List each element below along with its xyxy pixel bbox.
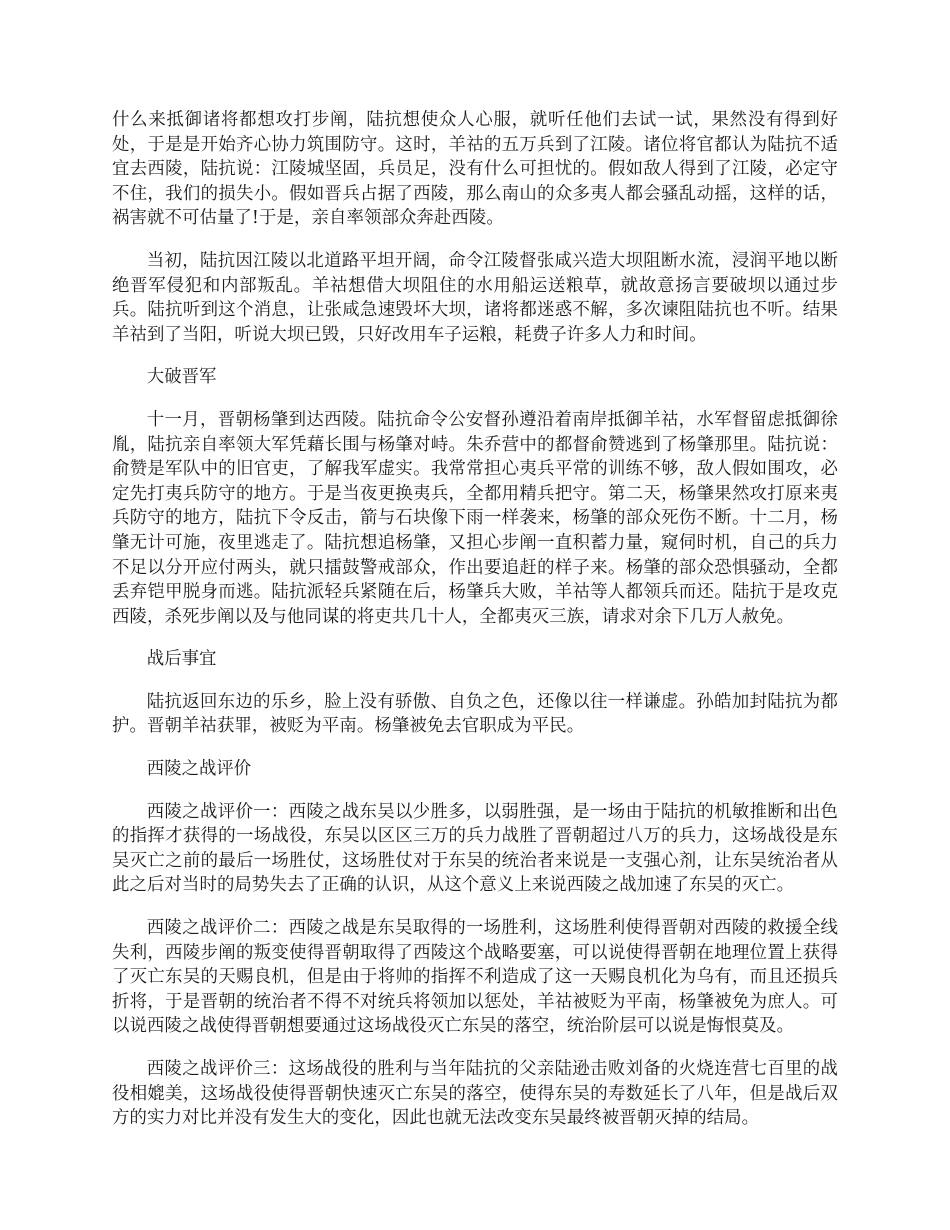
paragraph-continuation: 什么来抵御诸将都想攻打步阐，陆抗想使众人心服，就听任他们去试一试，果然没有得到好处，于是是开始齐心协力筑围防守。这时，羊祜的五万兵到了江陵。诸位将官都认为陆抗不适宜去西陵，陆抗说：江陵城坚固，兵员足，没有什么可担忧的。假如敌人得到了江陵，必定守不住，我们的损失小。假如晋兵占据了西陵，那么南山的众多夷人都会骚乱动摇，这样的话，祸害就不可估量了!于是，亲自率领部众奔赴西陵。 (112, 110, 838, 229)
section-heading-aftermath: 战后事宜 (146, 649, 217, 670)
paragraph-evaluation-1: 西陵之战评价一：西陵之战东吴以少胜多，以弱胜强，是一场由于陆抗的机敏推断和出色的指挥才获得的一场战役，东吴以区区三万的兵力战胜了晋朝超过八万的兵力，这场战役是东吴灭亡之前的最后一场胜仗，这场胜仗对于东吴的统治者来说是一支强心剂，让东吴统治者从此之后对当时的局势失去了正确的认识，从这个意义上来说西陵之战加速了东吴的灭亡。 (112, 801, 838, 896)
section-heading-evaluation: 西陵之战评价 (146, 759, 252, 780)
paragraph-evaluation-3: 西陵之战评价三：这场战役的胜利与当年陆抗的父亲陆逊击败刘备的火烧连营七百里的战役相媲美，这场战役使得晋朝快速灭亡东吴的落空，使得东吴的寿数延长了八年，但是战后双方的实力对比并没有发生大的变化，因此也就无法改变东吴最终被晋朝灭掉的结局。 (112, 1059, 838, 1129)
paragraph-aftermath: 陆抗返回东边的乐乡，脸上没有骄傲、自负之色，还像以往一样谦虚。孙皓加封陆抗为都护。晋朝羊祜获罪，被贬为平南。杨肇被免去官职成为平民。 (112, 691, 838, 737)
document-body (112, 108, 838, 1149)
paragraph-dam: 当初，陆抗因江陵以北道路平坦开阔，命令江陵督张咸兴造大坝阻断水流，浸润平地以断绝晋军侵犯和内部叛乱。羊祜想借大坝阻住的水用船运送粮草，就故意扬言要破坝以通过步兵。陆抗听到这个消息，让张咸急速毁坏大坝，诸将都迷惑不解，多次谏阻陆抗也不听。结果羊祜到了当阳，听说大坝已毁，只好改用车子运粮，耗费子许多人力和时间。 (112, 250, 838, 345)
paragraph-evaluation-2: 西陵之战评价二：西陵之战是东吴取得的一场胜利，这场胜利使得晋朝对西陵的救援全线失利，西陵步阐的叛变使得晋朝取得了西陵这个战略要塞，可以说使得晋朝在地理位置上获得了灭亡东吴的天赐良机，但是由于将帅的指挥不利造成了这一天赐良机化为乌有，而且还损兵折将，于是晋朝的统治者不得不对统兵将领加以惩处，羊祜被贬为平南，杨肇被免为庶人。可以说西陵之战使得晋朝想要通过这场战役灭亡东吴的落空，统治阶层可以说是悔恨莫及。 (112, 918, 838, 1037)
paragraph-battle: 十一月，晋朝杨肇到达西陵。陆抗命令公安督孙遵沿着南岸抵御羊祜，水军督留虑抵御徐胤，陆抗亲自率领大军凭藉长围与杨肇对峙。朱乔营中的都督俞赞逃到了杨肇那里。陆抗说：俞赞是军队中的旧官吏，了解我军虚实。我常常担心夷兵平常的训练不够，敌人假如围攻，必定先打夷兵防守的地方。于是当夜更换夷兵，全都用精兵把守。第二天，杨肇果然攻打原来夷兵防守的地方，陆抗下令反击，箭与石块像下雨一样袭来，杨肇的部众死伤不断。十二月，杨肇无计可施，夜里逃走了。陆抗想追杨肇，又担心步阐一直积蓄力量，窥伺时机，自己的兵力不足以分开应付两头，就只擂鼓警戒部众，作出要追赶的样子来。杨肇的部众恐惧骚动，全都丢弃铠甲脱身而逃。陆抗派轻兵紧随在后，杨肇兵大败，羊祜等人都领兵而还。陆抗于是攻克西陵，杀死步阐以及与他同谋的将吏共几十人，全都夷灭三族，请求对余下几万人赦免。 (112, 409, 838, 627)
section-heading-defeat: 大破晋军 (146, 367, 217, 388)
